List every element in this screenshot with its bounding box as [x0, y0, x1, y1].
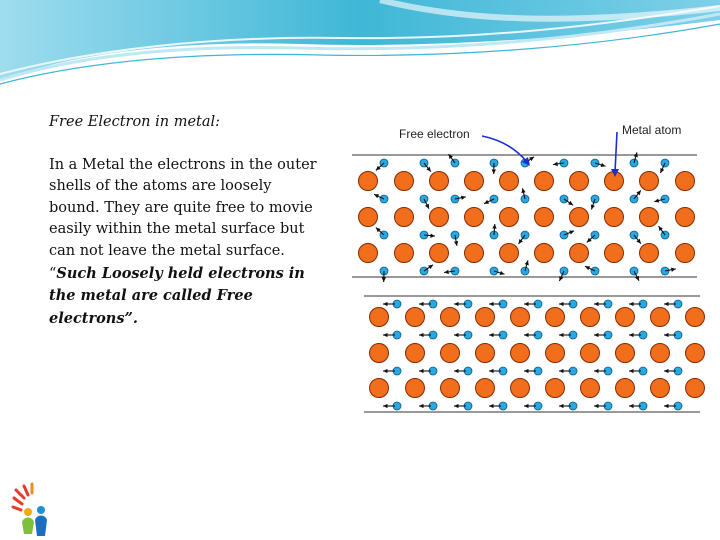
metal-atom: [395, 208, 414, 227]
metal-atom: [570, 172, 589, 191]
text-block: [49, 112, 319, 330]
metal-atom: [686, 379, 705, 398]
metal-atom: [651, 344, 670, 363]
metal-atom: [616, 379, 635, 398]
metal-atom: [500, 244, 519, 263]
metal-atom: [535, 208, 554, 227]
metal-atom: [676, 244, 695, 263]
metal-atom: [430, 208, 449, 227]
metal-atom: [581, 344, 600, 363]
metal-atom: [511, 379, 530, 398]
metal-atom: [370, 379, 389, 398]
metal-atom: [441, 379, 460, 398]
metal-atom: [686, 344, 705, 363]
metal-atom: [370, 308, 389, 327]
header-swoosh-decoration: [0, 0, 720, 90]
metal-atom: [406, 344, 425, 363]
metal-atom: [676, 208, 695, 227]
metal-atom: [430, 244, 449, 263]
metal-atom: [676, 172, 695, 191]
metal-atom: [686, 308, 705, 327]
metal-atom: [406, 379, 425, 398]
metal-atom: [546, 344, 565, 363]
slide-heading: Free Electron in metal:: [49, 114, 221, 130]
metal-atom: [359, 172, 378, 191]
metal-atom: [511, 308, 530, 327]
metal-atom: [465, 208, 484, 227]
slide-paragraph: [49, 155, 319, 331]
metal-atom: [441, 308, 460, 327]
metal-atom: [570, 208, 589, 227]
metal-atom: [605, 208, 624, 227]
metal-atom: [370, 344, 389, 363]
metal-atom: [570, 244, 589, 263]
metal-atom: [616, 308, 635, 327]
free-electron-diagram: [352, 120, 712, 420]
metal-atom: [535, 244, 554, 263]
paragraph-emphasis: Such Loosely held electrons in the metal are called Free electrons”.: [49, 264, 305, 327]
metal-atom: [546, 379, 565, 398]
label-metal-atom: Metal atom: [622, 123, 682, 137]
metal-atom: [640, 172, 659, 191]
metal-atom: [640, 208, 659, 227]
metal-atom: [535, 172, 554, 191]
metal-atom: [651, 379, 670, 398]
label-free-electron: Free electron: [399, 127, 470, 141]
metal-atom: [640, 244, 659, 263]
metal-atom: [441, 344, 460, 363]
metal-atom: [406, 308, 425, 327]
metal-atom: [616, 344, 635, 363]
metal-atom: [395, 172, 414, 191]
metal-atom: [359, 244, 378, 263]
colorful-people-logo-icon: [10, 478, 56, 538]
metal-atom: [476, 379, 495, 398]
metal-atom: [511, 344, 530, 363]
metal-atom: [465, 172, 484, 191]
metal-atom: [605, 244, 624, 263]
metal-atom: [465, 244, 484, 263]
metal-atom: [581, 308, 600, 327]
metal-atom: [359, 208, 378, 227]
metal-atom: [476, 308, 495, 327]
metal-atom: [546, 308, 565, 327]
metal-atom: [500, 172, 519, 191]
metal-atom: [651, 308, 670, 327]
metal-atom: [500, 208, 519, 227]
metal-atom: [476, 344, 495, 363]
metal-atom: [395, 244, 414, 263]
metal-atom: [581, 379, 600, 398]
metal-atom: [430, 172, 449, 191]
paragraph-plain: In a Metal the electrons in the outer shells of the atoms are loosely bound. They are quite free to movie easily within the metal surface but can not leave the metal surface. “: [49, 156, 317, 282]
